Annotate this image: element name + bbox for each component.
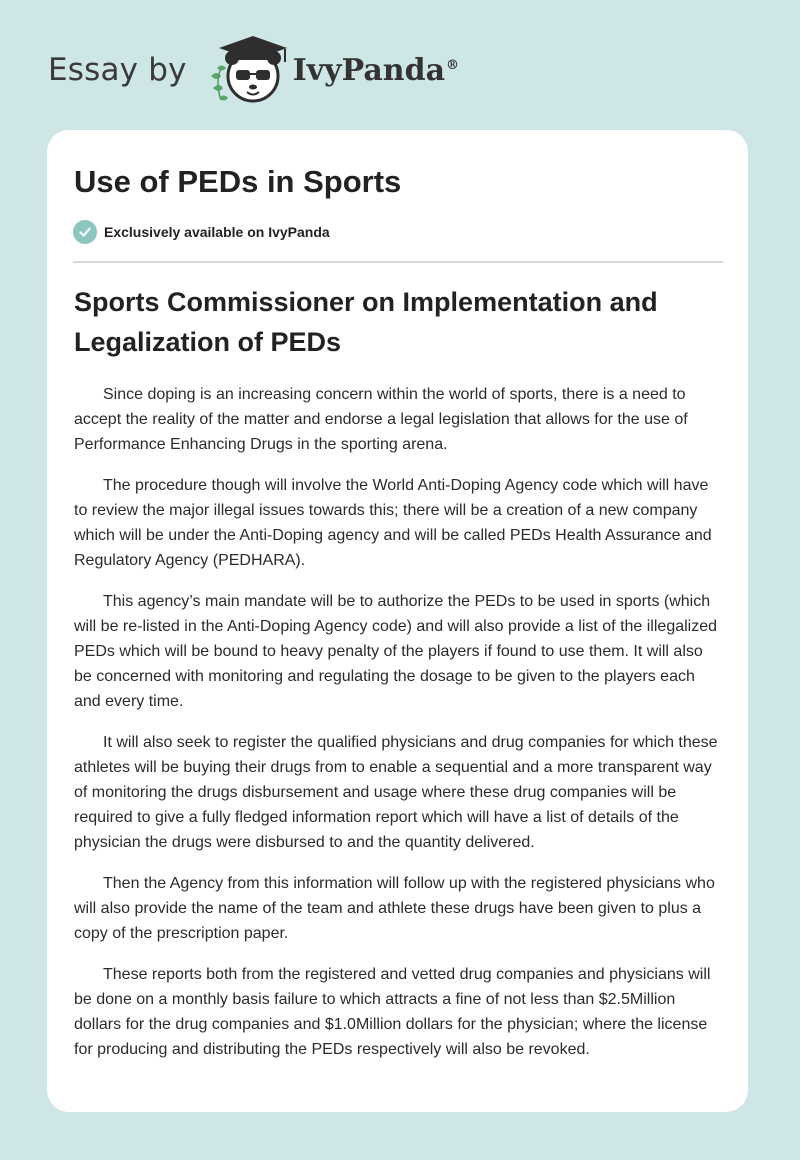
registered-mark: ®: [446, 57, 460, 73]
exclusive-badge: [73, 220, 330, 244]
check-circle-icon: [73, 220, 97, 244]
page-title: Use of PEDs in Sports: [74, 164, 402, 199]
divider: [73, 261, 723, 263]
paragraph: Then the Agency from this information will follow up with the registered physicians who will also provide the name of the team and athlete these drugs have been given to plus a copy of the prescription paper.: [74, 875, 715, 942]
paragraph: It will also seek to register the qualified physicians and drug companies for which these athletes will be buying their drugs from to enable a sequential and a more transparent way of monitoring the drugs disbursement and usage where these drug companies will be required to give a fully fledged information report which will have a list of details of the physician the drugs were disbursed to and the quantity delivered.: [74, 734, 718, 851]
essay-by-label: Essay by: [48, 52, 187, 88]
panda-graduation-cap-icon[interactable]: [201, 32, 289, 108]
paragraph: Since doping is an increasing concern within the world of sports, there is a need to accept the reality of the matter and endorse a legal legislation that allows for the use of Performance Enhancing Drugs in the sporting arena.: [74, 386, 688, 453]
site-header: [48, 30, 459, 110]
paragraph: This agency’s main mandate will be to authorize the PEDs to be used in sports (which will be re-listed in the Anti-Doping Agency code) and will also provide a list of the illegalized PEDs which will be bound to heavy penalty of the players if found to use them. It will also be concerned with monitoring and regulating the dosage to be given to the players each and every time.: [74, 593, 718, 710]
brand-name[interactable]: IvyPanda®: [292, 52, 460, 88]
paragraph: The procedure though will involve the World Anti-Doping Agency code which will have to review the major illegal issues towards this; there will be a creation of a new company which will be under the Anti-Doping agency and will be called PEDs Health Assurance and Regulatory Agency (PEDHARA).: [74, 477, 712, 569]
essay-body: [74, 382, 724, 1078]
badge-label: Exclusively available on IvyPanda: [104, 224, 330, 240]
paragraph: These reports both from the registered and vetted drug companies and physicians will be done on a monthly basis failure to which attracts a fine of not less than $2.5Million dollars for the drug companies and $1.0Million dollars for the physician; where the license for producing and distributing the PEDs respectively will also be revoked.: [74, 966, 711, 1058]
section-heading: Sports Commissioner on Implementation and Legalization of PEDs: [74, 287, 658, 357]
